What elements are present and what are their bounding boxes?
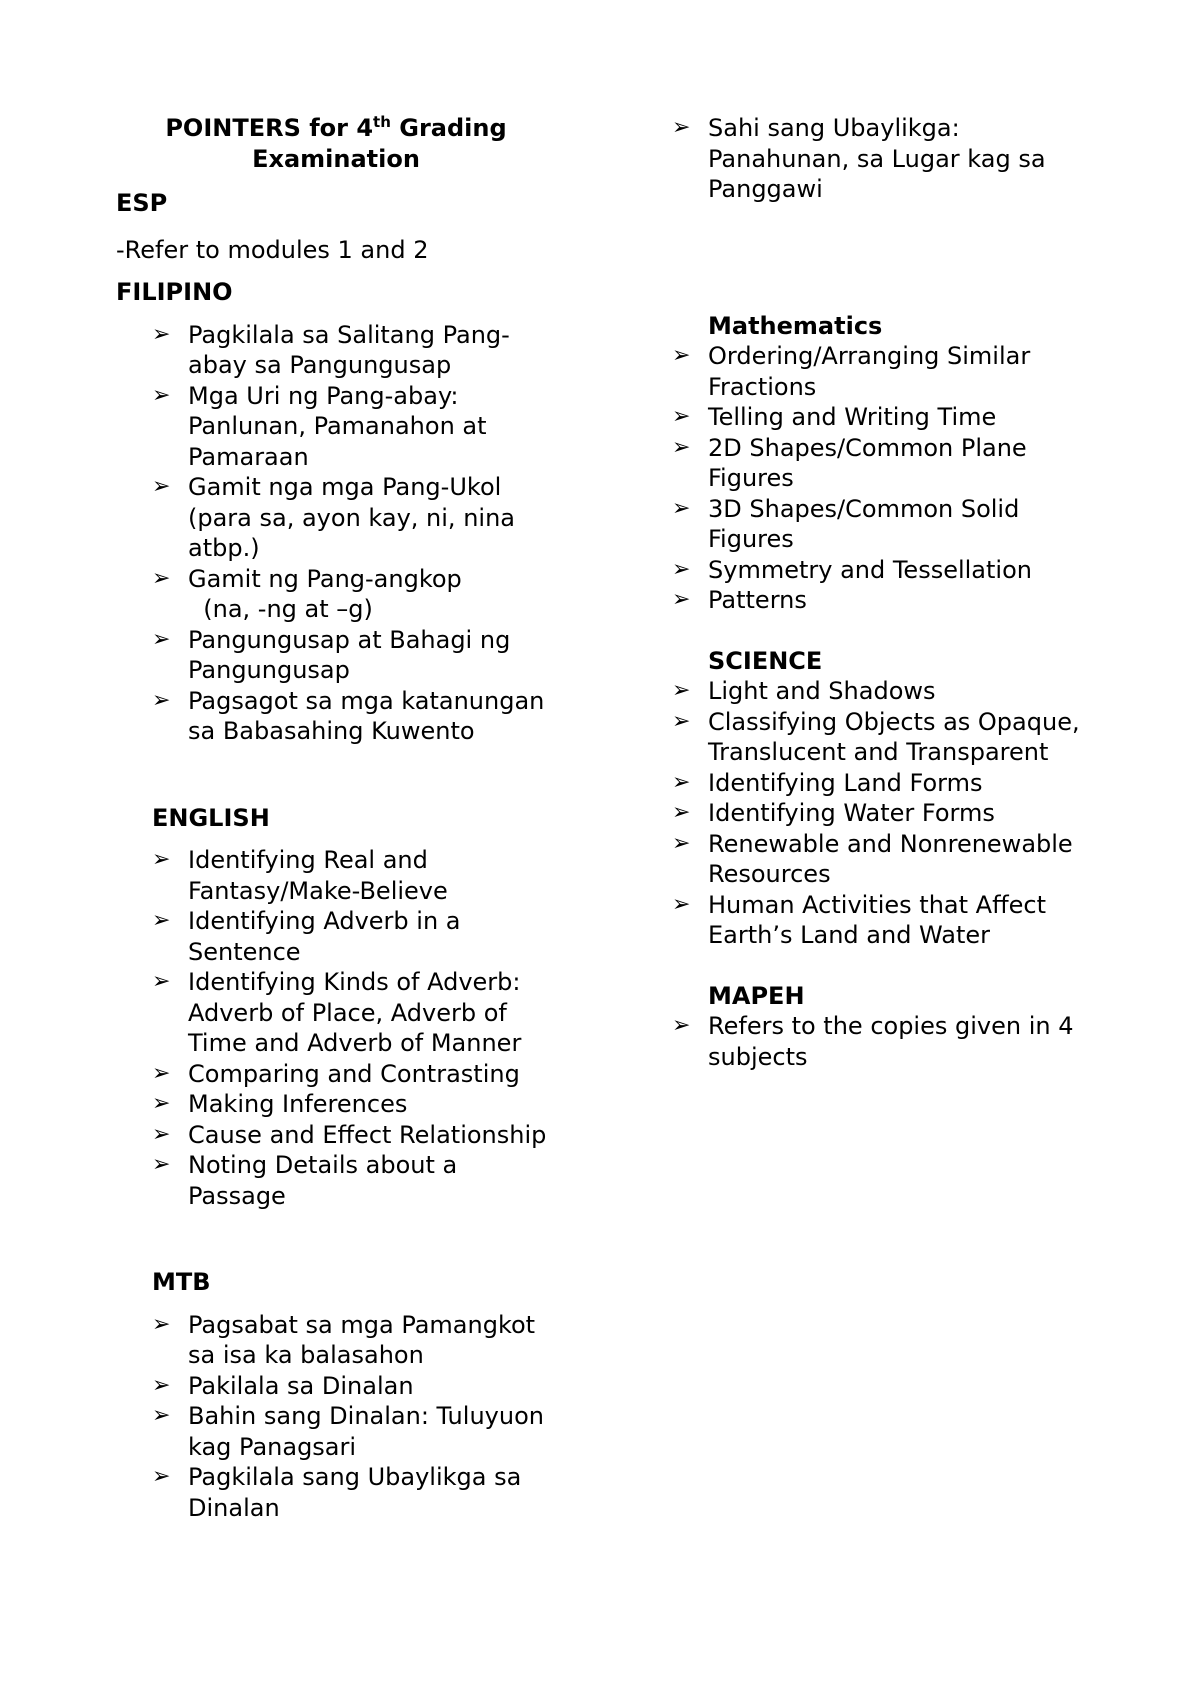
list-item-text: (na, -ng at –g) — [188, 595, 373, 623]
arrow-bullet-icon: ➢ — [152, 626, 171, 652]
list-item-text: Comparing and Contrasting — [188, 1059, 520, 1088]
esp-text: -Refer to modules 1 and 2 — [116, 235, 429, 264]
arrow-bullet-icon: ➢ — [152, 1372, 171, 1398]
arrow-bullet-icon: ➢ — [672, 434, 691, 460]
arrow-bullet-icon: ➢ — [152, 687, 171, 713]
arrow-bullet-icon: ➢ — [672, 678, 691, 703]
list-item — [116, 472, 556, 564]
arrow-bullet-icon: ➢ — [152, 1060, 171, 1086]
list-item — [672, 341, 1112, 402]
list-item-text: Gamit ng Pang-angkop — [188, 564, 462, 593]
list-item-text: Pagkilala sang Ubaylikga sa — [188, 1463, 522, 1491]
left-column — [116, 113, 556, 1523]
list-item-text: Pagsabat sa mga Pamangkot — [188, 1310, 536, 1339]
list-item-text: Refers to the copies given in 4 — [708, 1012, 1074, 1040]
list-item-text: Adverb of Place, Adverb of — [188, 998, 507, 1027]
list-item — [672, 676, 1112, 707]
list-item-text: Human Activities that Affect — [708, 890, 1046, 919]
title-superscript: th — [373, 113, 391, 131]
arrow-bullet-icon: ➢ — [152, 969, 171, 994]
list-item-text: Passage — [188, 1181, 286, 1210]
list-item — [116, 1120, 556, 1151]
arrow-bullet-icon: ➢ — [152, 1403, 171, 1428]
title-part1: POINTERS for 4 — [165, 114, 374, 142]
arrow-bullet-icon: ➢ — [672, 830, 691, 856]
list-item-text: abay sa Pangungusap — [188, 351, 452, 379]
arrow-bullet-icon: ➢ — [152, 1091, 171, 1116]
list-item — [116, 625, 556, 686]
arrow-bullet-icon: ➢ — [672, 708, 691, 734]
arrow-bullet-icon: ➢ — [672, 115, 691, 140]
list-item-text: Gamit nga mga Pang-Ukol — [188, 473, 502, 501]
list-item-text: Renewable and Nonrenewable — [708, 829, 1073, 858]
mtb-heading: MTB — [152, 1268, 211, 1296]
list-item-text: Figures — [708, 464, 794, 492]
mtb-list — [116, 1310, 556, 1524]
list-item — [116, 906, 556, 967]
list-item-text: Figures — [708, 525, 794, 553]
list-item-text: Telling and Writing Time — [708, 403, 997, 431]
list-item-text: Symmetry and Tessellation — [708, 555, 1032, 584]
list-item — [116, 967, 556, 1059]
arrow-bullet-icon: ➢ — [152, 1464, 171, 1489]
document-title — [116, 113, 556, 174]
right-column — [672, 113, 1112, 1072]
arrow-bullet-icon: ➢ — [152, 474, 171, 499]
list-item-text: atbp.) — [188, 534, 260, 562]
arrow-bullet-icon: ➢ — [672, 343, 691, 368]
list-item-text: Light and Shadows — [708, 677, 936, 705]
arrow-bullet-icon: ➢ — [672, 800, 691, 825]
mtb-continued-list — [672, 113, 1112, 205]
list-item-text: Panggawi — [708, 175, 823, 203]
list-item-text: Mga Uri ng Pang-abay: — [188, 381, 459, 410]
arrow-bullet-icon: ➢ — [152, 1121, 171, 1147]
arrow-bullet-icon: ➢ — [672, 587, 691, 612]
mapeh-list — [672, 1011, 1112, 1072]
list-item-text: 2D Shapes/Common Plane — [708, 433, 1027, 462]
list-item — [116, 1371, 556, 1402]
list-item — [672, 113, 1112, 205]
arrow-bullet-icon: ➢ — [672, 1013, 691, 1038]
list-item — [116, 1462, 556, 1523]
list-item-text: Pagsagot sa mga katanungan — [188, 686, 545, 715]
list-item-text: Noting Details about a — [188, 1151, 458, 1179]
list-item — [672, 707, 1112, 768]
arrow-bullet-icon: ➢ — [152, 1311, 171, 1337]
list-item — [672, 494, 1112, 555]
list-item — [116, 1059, 556, 1090]
list-item-text: Identifying Land Forms — [708, 768, 983, 797]
list-item-text: Making Inferences — [188, 1090, 408, 1118]
list-item — [672, 829, 1112, 890]
arrow-bullet-icon: ➢ — [152, 847, 171, 872]
list-item — [672, 1011, 1112, 1072]
list-item-text: Earth’s Land and Water — [708, 921, 990, 949]
list-item-text: 3D Shapes/Common Solid — [708, 494, 1020, 523]
list-item-text: Identifying Kinds of Adverb: — [188, 968, 521, 996]
list-item-text: Fractions — [708, 372, 817, 401]
filipino-heading: FILIPINO — [116, 278, 233, 306]
list-item-text: Panahunan, sa Lugar kag sa — [708, 144, 1046, 173]
mathematics-list — [672, 341, 1112, 616]
list-item — [672, 768, 1112, 799]
list-item-text: sa isa ka balasahon — [188, 1341, 424, 1369]
esp-heading: ESP — [116, 189, 168, 217]
mapeh-heading: MAPEH — [708, 981, 805, 1010]
list-item — [116, 845, 556, 906]
filipino-list — [116, 320, 556, 747]
list-item-text: Pangungusap at Bahagi ng — [188, 625, 511, 654]
list-item-text: Fantasy/Make-Believe — [188, 876, 448, 905]
list-item-text: Pangungusap — [188, 656, 350, 684]
arrow-bullet-icon: ➢ — [152, 908, 171, 933]
list-item-text: Ordering/Arranging Similar — [708, 342, 1031, 370]
science-heading: SCIENCE — [708, 646, 823, 675]
science-list — [672, 676, 1112, 951]
arrow-bullet-icon: ➢ — [152, 321, 171, 347]
list-item-text: Resources — [708, 860, 831, 888]
list-item-text: Translucent and Transparent — [708, 738, 1049, 766]
arrow-bullet-icon: ➢ — [152, 565, 171, 591]
list-item-text: Panlunan, Pamanahon at — [188, 412, 487, 440]
arrow-bullet-icon: ➢ — [672, 556, 691, 582]
list-item-text: Identifying Water Forms — [708, 799, 995, 827]
list-item-text: sa Babasahing Kuwento — [188, 717, 475, 745]
arrow-bullet-icon: ➢ — [152, 1152, 171, 1177]
list-item-text: Pamaraan — [188, 442, 309, 471]
list-item-text: Pakilala sa Dinalan — [188, 1371, 414, 1400]
list-item — [672, 402, 1112, 433]
list-item-text: (para sa, ayon kay, ni, nina — [188, 503, 515, 532]
list-item-text: Bahin sang Dinalan: Tuluyuon — [188, 1402, 544, 1430]
list-item-text: subjects — [708, 1042, 808, 1071]
list-item-text: Pagkilala sa Salitang Pang- — [188, 320, 510, 349]
english-list — [116, 845, 556, 1211]
title-line2: Examination — [252, 144, 420, 173]
list-item-text: Identifying Adverb in a — [188, 907, 461, 935]
list-item — [672, 890, 1112, 951]
list-item — [672, 798, 1112, 829]
list-item-text: Patterns — [708, 586, 807, 614]
arrow-bullet-icon: ➢ — [672, 891, 691, 917]
list-item-text: kag Panagsari — [188, 1432, 357, 1461]
english-heading: ENGLISH — [152, 803, 270, 832]
arrow-bullet-icon: ➢ — [152, 382, 171, 408]
arrow-bullet-icon: ➢ — [672, 404, 691, 429]
list-item — [672, 555, 1112, 586]
list-item — [116, 1150, 556, 1211]
list-item-text: Sahi sang Ubaylikga: — [708, 114, 960, 142]
arrow-bullet-icon: ➢ — [672, 495, 691, 521]
list-item-text: Identifying Real and — [188, 846, 428, 874]
list-item — [116, 1310, 556, 1371]
list-item-text: Time and Adverb of Manner — [188, 1029, 522, 1057]
list-item-text: Sentence — [188, 937, 301, 966]
list-item — [116, 1401, 556, 1462]
arrow-bullet-icon: ➢ — [672, 769, 691, 795]
list-item — [116, 564, 556, 625]
list-item — [116, 381, 556, 473]
mathematics-heading: Mathematics — [708, 311, 883, 340]
list-item — [672, 585, 1112, 616]
list-item-text: Classifying Objects as Opaque, — [708, 707, 1080, 736]
list-item — [116, 1089, 556, 1120]
list-item — [116, 320, 556, 381]
title-part2: Grading — [390, 114, 507, 142]
list-item — [116, 686, 556, 747]
list-item-text: Dinalan — [188, 1493, 280, 1522]
list-item-text: Cause and Effect Relationship — [188, 1120, 547, 1149]
list-item — [672, 433, 1112, 494]
